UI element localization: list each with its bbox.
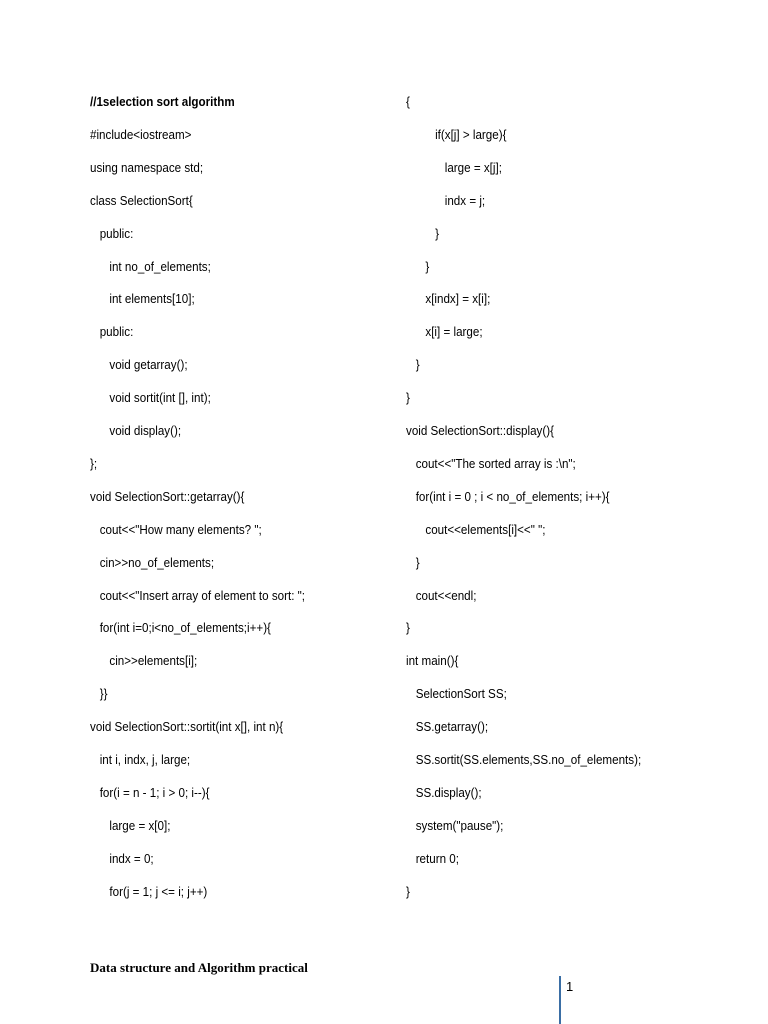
code-line: public: (90, 226, 134, 241)
code-line: } (406, 226, 439, 241)
code-line: SelectionSort SS; (406, 687, 507, 702)
code-line: cout<<endl; (406, 588, 477, 603)
code-line: large = x[j]; (406, 160, 502, 175)
code-line: } (406, 884, 410, 899)
code-line: void getarray(); (90, 358, 188, 373)
code-line: { (406, 95, 410, 109)
code-line: cout<<"Insert array of element to sort: "; (90, 588, 306, 603)
code-line: //1selection sort algorithm (90, 95, 235, 109)
code-line: int no_of_elements; (90, 259, 211, 274)
code-line: x[i] = large; (406, 325, 483, 340)
page-number: 1 (566, 979, 574, 994)
code-line: int main(){ (406, 654, 459, 669)
code-line: if(x[j] > large){ (406, 127, 507, 142)
code-line: void sortit(int [], int); (90, 391, 211, 406)
code-line: void SelectionSort::sortit(int x[], int n){ (90, 720, 284, 735)
code-line: } (406, 621, 410, 636)
code-line: int i, indx, j, large; (90, 753, 191, 767)
code-line: for(int i=0;i<no_of_elements;i++){ (90, 621, 271, 636)
code-line: cin>>elements[i]; (90, 654, 198, 669)
code-line: }; (90, 456, 98, 471)
code-line: for(i = n - 1; i > 0; i--){ (90, 785, 210, 800)
code-line: x[indx] = x[i]; (406, 292, 491, 307)
code-line: public: (90, 325, 134, 340)
code-line: } (406, 259, 430, 274)
code-line: SS.getarray(); (406, 720, 489, 735)
code-line: void SelectionSort::getarray(){ (90, 489, 245, 504)
code-line: indx = j; (406, 193, 486, 208)
code-line: #include<iostream> (90, 127, 192, 142)
code-line: cin>>no_of_elements; (90, 555, 215, 570)
code-line: } (406, 391, 410, 406)
code-line: void SelectionSort::display(){ (406, 424, 554, 438)
code-line: class SelectionSort{ (90, 193, 193, 208)
code-line: cout<<elements[i]<<" "; (406, 522, 546, 537)
code-line: cout<<"The sorted array is :\n"; (406, 456, 576, 471)
code-line: for(int i = 0 ; i < no_of_elements; i++){ (406, 489, 610, 504)
code-line: SS.sortit(SS.elements,SS.no_of_elements); (406, 753, 642, 767)
code-line: int elements[10]; (90, 292, 195, 307)
code-line: SS.display(); (406, 785, 482, 800)
code-line: using namespace std; (90, 160, 204, 175)
code-line: } (406, 358, 420, 373)
code-line: void display(); (90, 424, 182, 438)
code-line: for(j = 1; j <= i; j++) (90, 884, 208, 899)
footer-title: Data structure and Algorithm practical (90, 960, 308, 975)
code-line: system("pause"); (406, 818, 504, 833)
code-line: indx = 0; (90, 851, 154, 866)
code-line: cout<<"How many elements? "; (90, 522, 262, 537)
code-line: } (406, 555, 420, 570)
page-number-rule (559, 976, 561, 1024)
code-line: large = x[0]; (90, 818, 171, 833)
code-line: return 0; (406, 851, 459, 866)
code-line: }} (90, 687, 108, 702)
